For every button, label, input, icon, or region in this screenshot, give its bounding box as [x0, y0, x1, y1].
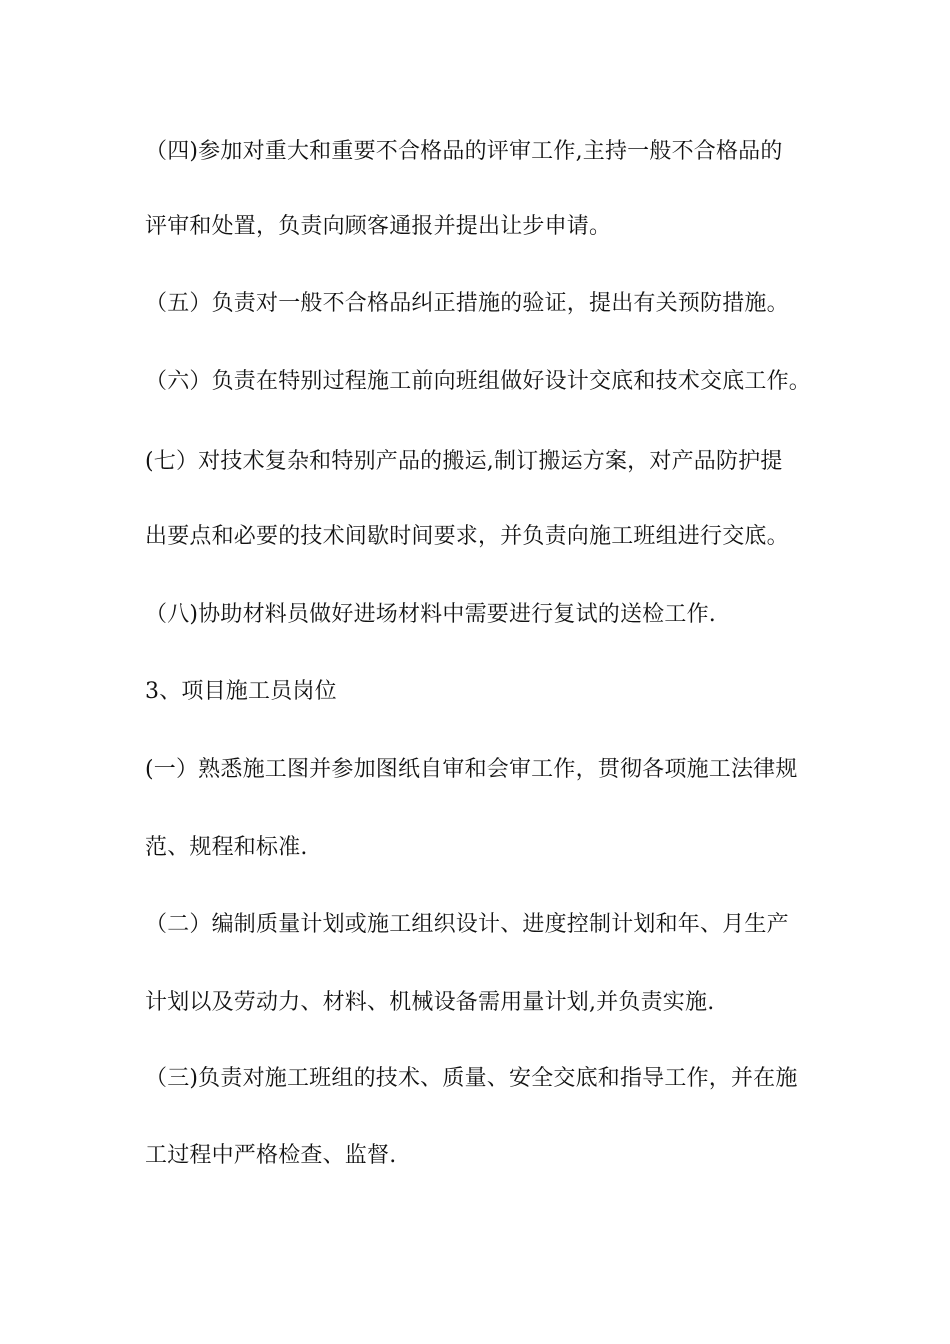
text-line: （八)协助材料员做好进场材料中需要进行复试的送检工作.: [145, 602, 716, 627]
text-line: 计划以及劳动力、材料、机械设备需用量计划,并负责实施.: [145, 990, 715, 1015]
section-heading: 3、项目施工员岗位: [145, 679, 337, 704]
text-line: 工过程中严格检查、监督.: [145, 1143, 397, 1168]
text-line: (七）对技术复杂和特别产品的搬运,制订搬运方案，对产品防护提: [145, 449, 783, 474]
text-line: （四)参加对重大和重要不合格品的评审工作,主持一般不合格品的: [145, 139, 783, 164]
text-line: 范、规程和标准.: [145, 835, 308, 860]
text-line: （六）负责在特别过程施工前向班组做好设计交底和技术交底工作。: [145, 369, 812, 394]
text-line: 评审和处置，负责向顾客通报并提出让步申请。: [145, 214, 612, 239]
text-line: 出要点和必要的技术间歇时间要求，并负责向施工班组进行交底。: [145, 524, 789, 549]
text-line: （三)负责对施工班组的技术、质量、安全交底和指导工作，并在施: [145, 1066, 798, 1091]
text-line: （二）编制质量计划或施工组织设计、进度控制计划和年、月生产: [145, 912, 789, 937]
text-line: （五）负责对一般不合格品纠正措施的验证，提出有关预防措施。: [145, 291, 789, 316]
text-line: (一）熟悉施工图并参加图纸自审和会审工作，贯彻各项施工法律规: [145, 757, 798, 782]
